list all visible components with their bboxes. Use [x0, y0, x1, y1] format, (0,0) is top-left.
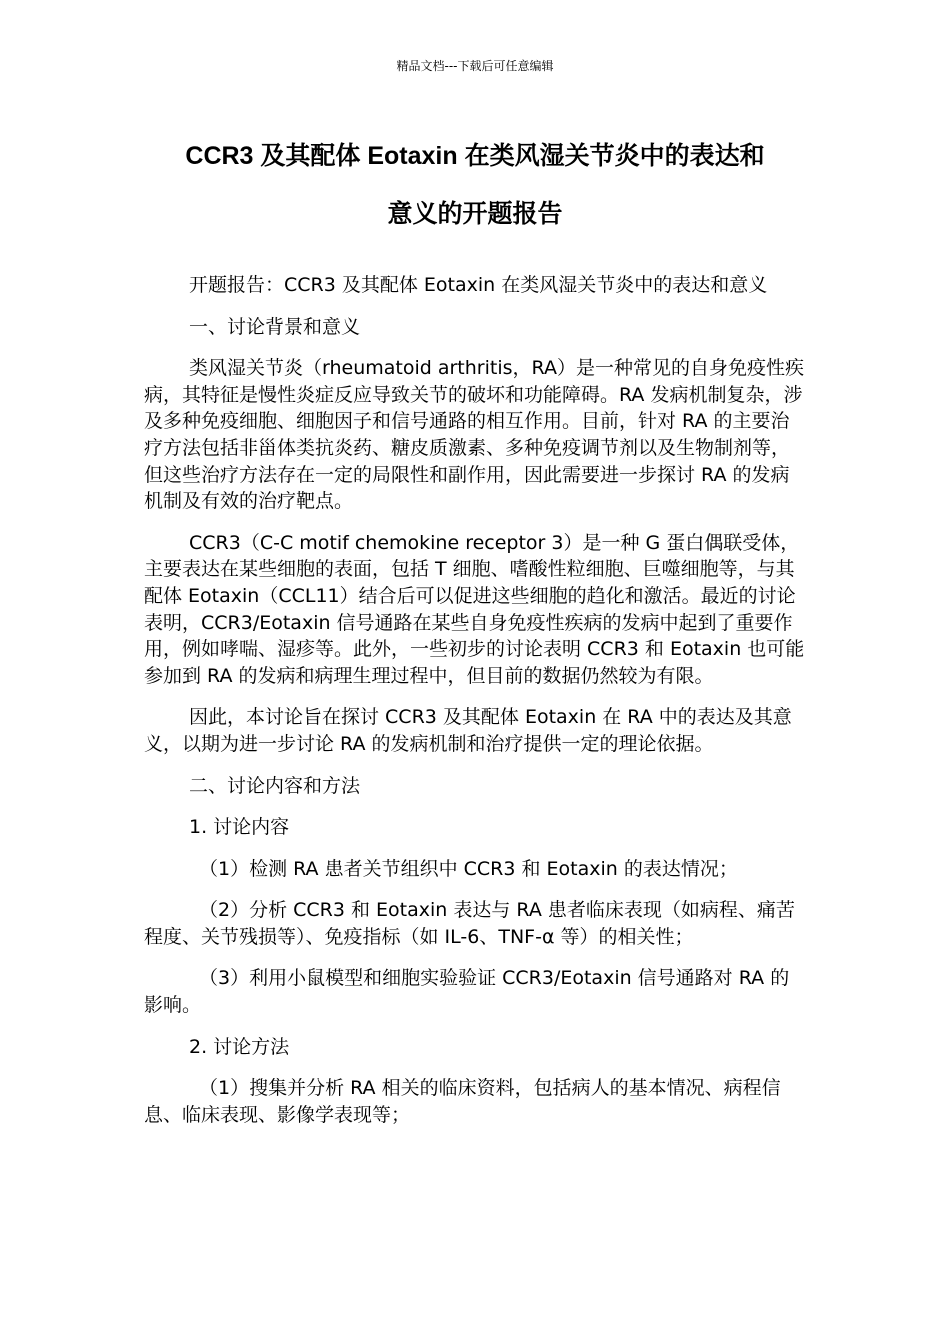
list-item-content-3: （3）利用小鼠模型和细胞实验验证 CCR3/Eotaxin 信号通路对 RA 的影响。 [144, 967, 790, 1017]
paragraph-report-topic: 开题报告：CCR3 及其配体 Eotaxin 在类风湿关节炎中的表达和意义 [189, 274, 768, 296]
list-item-methods-1: （1）搜集并分析 RA 相关的临床资料，包括病人的基本情况、病程信息、临床表现、影像学表现等； [144, 1077, 781, 1126]
document-body [144, 272, 806, 1143]
section-heading-content-methods: 二、讨论内容和方法 [189, 774, 361, 797]
paragraph-purpose: 因此，本讨论旨在探讨 CCR3 及其配体 Eotaxin 在 RA 中的表达及其意义，以期为进一步讨论 RA 的发病机制和治疗提供一定的理论依据。 [144, 706, 792, 755]
section-heading-background: 一、讨论背景和意义 [189, 315, 361, 338]
paragraph-background-ra: 类风湿关节炎（rheumatoid arthritis，RA）是一种常见的自身免疫性疾病，其特征是慢性炎症反应导致关节的破坏和功能障碍。RA 发病机制复杂，涉及多种免疫细胞、细胞因子和信号通路的相互作用。目前，针对 RA 的主要治疗方法包括非甾体类抗炎药、糖皮质激素、多种免疫调节剂以及生物制剂等，但这些治疗方法存在一定的局限性和副作用，因此需要进一步探讨 RA 的发病机制及有效的治疗靶点。 [144, 357, 804, 513]
document-title-line-1: CCR3 及其配体 Eotaxin 在类风湿关节炎中的表达和 [185, 142, 765, 170]
header-note: 精品文档---下载后可任意编辑 [396, 59, 554, 73]
document-title-line-2: 意义的开题报告 [387, 200, 563, 228]
subheading-methods: 2. 讨论方法 [189, 1035, 290, 1058]
list-item-content-2: （2）分析 CCR3 和 Eotaxin 表达与 RA 患者临床表现（如病程、痛苦程度、关节残损等）、免疫指标（如 IL-6、TNF-α 等）的相关性； [144, 899, 795, 948]
list-item-content-1: （1）检测 RA 患者关节组织中 CCR3 和 Eotaxin 的表达情况； [199, 857, 738, 880]
subheading-content: 1. 讨论内容 [189, 816, 290, 839]
paragraph-ccr3-intro: CCR3（C-C motif chemokine receptor 3）是一种 G 蛋白偶联受体，主要表达在某些细胞的表面，包括 T 细胞、嗜酸性粒细胞、巨噬细胞等，与其配体 Eotaxin（CCL11）结合后可以促进这些细胞的趋化和激活。最近的讨论表明，CCR3/Eotaxin 信号通路在某些自身免疫性疾病的发病中起到了重要作用，例如哮喘、湿疹等。此外，一些初步的讨论表明 CCR3 和 Eotaxin 也可能参加到 RA 的发病和病理生理过程中，但目前的数据仍然较为有限。 [144, 531, 805, 687]
